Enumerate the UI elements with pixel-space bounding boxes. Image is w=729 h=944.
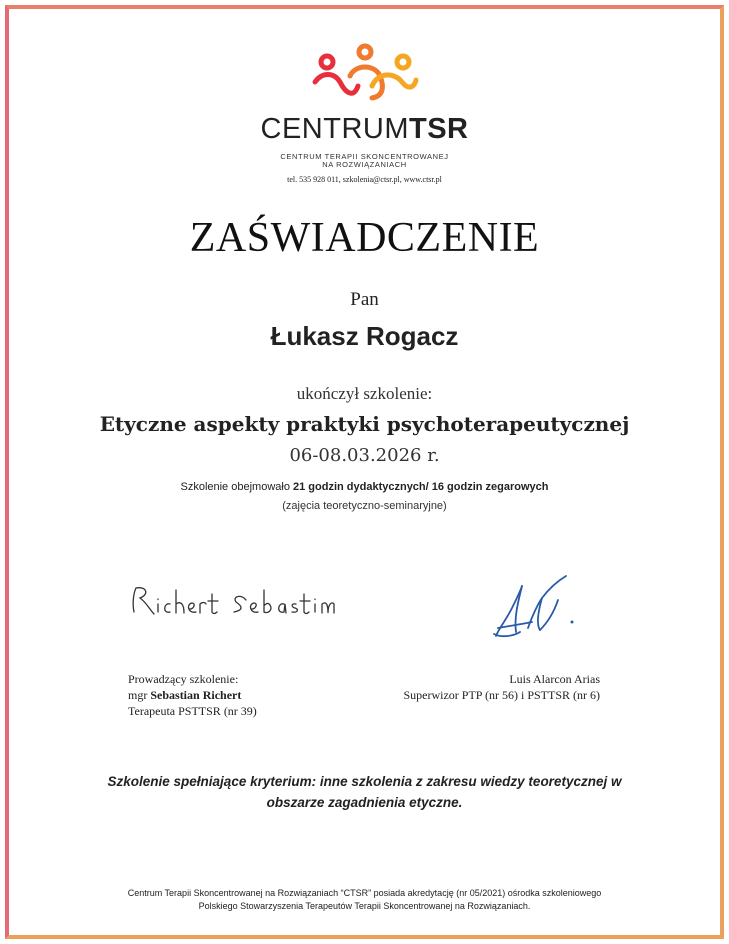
footer-line2: Polskiego Stowarzyszenia Terapeutów Terapii Skoncentrowanej na Rozwiązaniach. [198, 901, 531, 911]
completed-text: ukończył szkolenie: [296, 384, 433, 403]
instructor-role: Prowadzący szkolenie: [128, 672, 239, 686]
footer-line1: Centrum Terapii Skoncentrowanej na Rozwiązaniach “CTSR” posiada akredytację (nr 05/2021) ośrodka szkoleniowego [127, 888, 602, 898]
brand-name: CENTRUMTSR [260, 113, 469, 145]
supervisor-name: Luis Alarcon Arias [509, 672, 600, 686]
tagline-line1: CENTRUM TERAPII SKONCENTROWANEJ [280, 152, 449, 161]
ctsr-logo-icon [310, 42, 420, 104]
salutation: Pan [350, 289, 379, 310]
accreditation-footer [0, 887, 729, 913]
supervisor-credential: Superwizor PTP (nr 56) i PSTTSR (nr 6) [403, 688, 600, 702]
instructor-name: mgr Sebastian Richert [128, 688, 242, 702]
signature-left-icon [128, 582, 343, 622]
course-dates: 06-08.03.2026 r. [289, 445, 440, 466]
instructor-credential: Terapeuta PSTTSR (nr 39) [128, 704, 257, 718]
certificate-title: ZAŚWIADCZENIE [189, 215, 540, 261]
contact-info: tel. 535 928 011, szkolenia@ctsr.pl, www.ctsr.pl [287, 175, 442, 184]
hours-note: (zajęcia teoretyczno-seminaryjne) [282, 500, 447, 512]
recipient-name: Łukasz Rogacz [270, 321, 459, 351]
instructor-block [128, 671, 257, 719]
hours-statement: Szkolenie obejmowało 21 godzin dydaktycznych/ 16 godzin zegarowych [180, 481, 549, 493]
supervisor-block [403, 671, 600, 703]
criterion-line1: Szkolenie spełniające kryterium: inne szkolenia z zakresu wiedzy teoretycznej w [107, 774, 622, 789]
criterion-statement [0, 771, 729, 813]
tagline-line2: NA ROZWIĄZANIACH [322, 160, 407, 169]
criterion-line2: obszarze zagadnienia etyczne. [266, 795, 463, 810]
signature-right-icon [488, 572, 588, 644]
course-name: Etyczne aspekty praktyki psychoterapeutycznej [99, 412, 630, 436]
